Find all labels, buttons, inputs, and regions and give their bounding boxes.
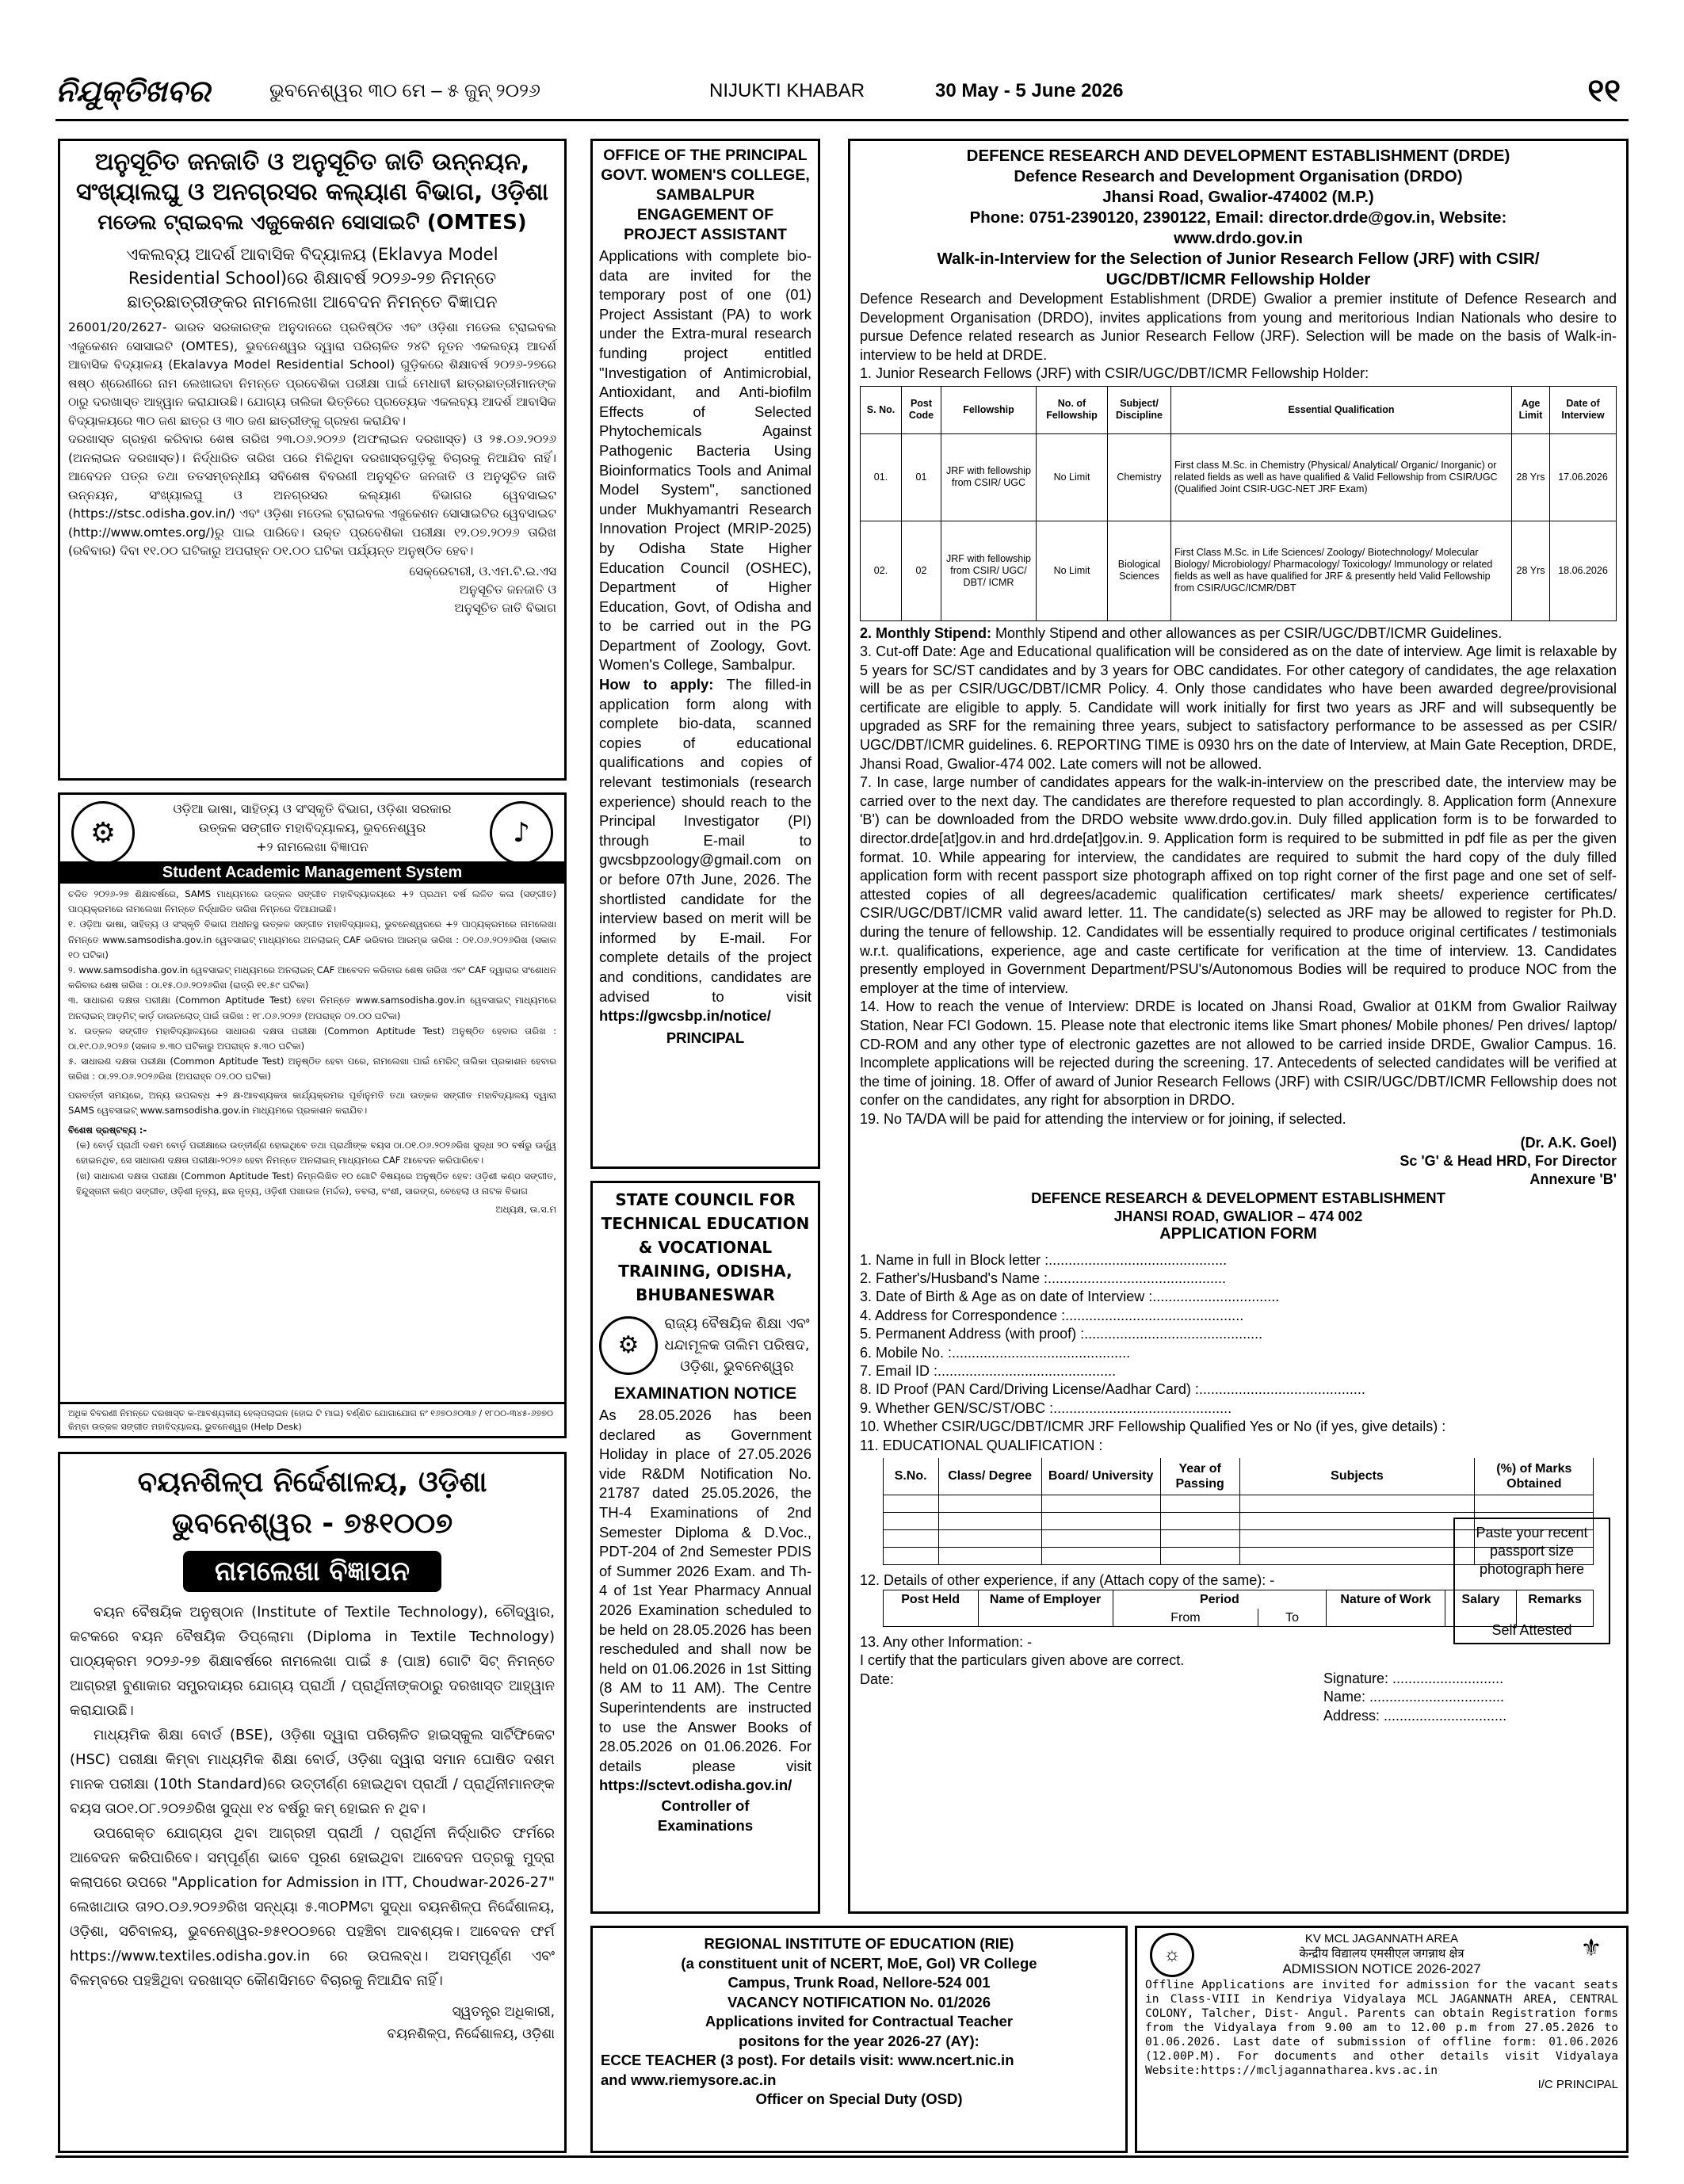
drde-point-1: 1. Junior Research Fellows (JRF) with CSIR/UGC/DBT/ICMR Fellowship Holder: — [860, 365, 1369, 381]
rie-line-7: ECCE TEACHER (3 post). For details visit: www.ncert.nic.in — [601, 2052, 1014, 2068]
drde-terms-d: 19. No TA/DA will be paid for attending the interview or for joining, if selected. — [860, 1110, 1346, 1127]
table-cell: JRF with fellowship from CSIR/ UGC/ DBT/ ICMR — [941, 521, 1037, 620]
table-cell — [1041, 1547, 1160, 1564]
table-cell — [883, 1547, 938, 1564]
form-signature-block — [1323, 1670, 1506, 1725]
textile-sign-2: ବୟନଶିଳ୍ପ, ନିର୍ଦ୍ଦେଶାଳୟ, ଓଡ଼ିଶା — [387, 2026, 555, 2042]
table-cell: 02 — [902, 521, 941, 620]
table-row — [883, 1495, 1594, 1512]
rie-line-2: (a constituent unit of NCERT, MoE, GoI) VR College — [681, 1954, 1037, 1972]
drde-title-1: DEFENCE RESEARCH AND DEVELOPMENT ESTABLISHMENT (DRDE) — [966, 147, 1510, 165]
kv-title-1: KV MCL JAGANNATH AREA — [1304, 1932, 1459, 1945]
drde-table-header-row — [861, 386, 1617, 433]
drde-sign-2: Sc 'G' & Head HRD, For Director — [1400, 1152, 1617, 1169]
exp-th-remarks: Remarks — [1517, 1590, 1594, 1609]
sams-special-2: (ଖ) ସାଧାରଣ ଦକ୍ଷତା ପରୀକ୍ଷା (Common Aptitude Test) ନିମ୍ନଲିଖିତ ୧୦ ଗୋଟି ବିଷୟରେ ଅନୁଷ୍ଠିତ ହେବ: ଓଡ଼ିଶୀ କଣ୍ଠ ସଙ୍ଗୀତ, ହିନ୍ଦୁସ୍ତାନୀ କଣ୍ଠ ସଙ୍ଗୀତ, ଓଡ଼ିଶୀ ନୃତ୍ୟ, ଛଉ ନୃତ୍ୟ, ଓଡ଼ିଶୀ ପଖାଉଜ (ମର୍ଦ୍ଦଳ), ତବଲା, ବଂଶୀ, ସାରଙ୍ଗ, ବେହେଲା ଓ ନାଟକ ବିଭାଗ — [76, 1170, 556, 1197]
textile-banner-wrap — [70, 1551, 555, 1592]
textile-signature — [70, 2001, 555, 2045]
form-line-dob: 3. Date of Birth & Age as on date of Interview :................................ — [860, 1289, 1280, 1305]
table-cell — [1160, 1495, 1239, 1512]
drde-sign-1: (Dr. A.K. Goel) — [1520, 1134, 1617, 1151]
table-cell — [1239, 1495, 1475, 1512]
drde-annexure: Annexure 'B' — [1529, 1170, 1617, 1187]
sams-intro: ଚଳିତ ୨୦୨୬-୨୭ ଶିକ୍ଷାବର୍ଷରେ, SAMS ମାଧ୍ୟମରେ ଉତ୍କଳ ସଙ୍ଗୀତ ମହାବିଦ୍ୟାଳୟରେ +୨ ପ୍ରଥମ ବର୍ଷ ଲଳିତ କଳା (ସଙ୍ଗୀତ) ପାଠ୍ୟକ୍ରମରେ ନାମଲେଖା ନିମନ୍ତେ ନିର୍ଦ୍ଧାରିତ ତାରିଖ ନିମ୍ନରେ ଦିଆଯାଇଛି। — [68, 888, 556, 915]
sams-note: ପରବର୍ତ୍ତୀ ସମୟରେ, ଅନ୍ୟ ଉପଲବ୍ଧ +୨ କ୍ଷ-ଆବଶ୍ୟକତା କାର୍ଯ୍ୟକ୍ରମର ପୂର୍ବାନୁମତି ତଥା ଉତ୍କଳ ସଙ୍ଗୀତ ମହାବିଦ୍ୟାଳୟ ଦ୍ୱାରା SAMS ୱେବସାଇଟ୍ www.samsodisha.gov.in ମାଧ୍ୟମରେ ପ୍ରକାଶନ କରାଯିବ। — [68, 1089, 556, 1116]
textile-title — [70, 1462, 555, 1544]
table-cell — [1239, 1547, 1475, 1564]
form-date: Date: — [860, 1670, 895, 1687]
form-other-info: 13. Any other Information: - — [860, 1633, 1033, 1650]
table-cell: Chemistry — [1108, 433, 1171, 521]
textile-para-2: ମାଧ୍ୟମିକ ଶିକ୍ଷା ବୋର୍ଡ (BSE), ଓଡ଼ିଶା ଦ୍ୱାରା ପରିଚାଳିତ ହାଇସ୍କୁଲ ସାର୍ଟିଫିକେଟ (HSC) ପରୀକ୍ଷା କିମ୍ବା ମାଧ୍ୟମିକ ଶିକ୍ଷା ବୋର୍ଡ, ଓଡ଼ିଶା ଦ୍ୱାରା ସମାନ ଘୋଷିତ ଦଶମ ମାନକ ପରୀକ୍ଷା (10th Standard)ରେ ଉତ୍ତୀର୍ଣ୍ଣ ହୋଇଥିବା ପ୍ରାର୍ଥୀ / ପ୍ରାର୍ଥିନୀମାନଙ୍କ ବୟସ ତା୦୧.୦୮.୨୦୨୬ରିଖ ସୁଦ୍ଧା ୧୪ ବର୍ଷରୁ କମ୍ ହୋଇନ ନ ଥିବ। — [70, 1727, 555, 1817]
table-cell — [883, 1512, 938, 1529]
drde-form-t1: DEFENCE RESEARCH & DEVELOPMENT ESTABLISHMENT — [1031, 1189, 1445, 1206]
masthead-logo: ନିଯୁକ୍ତିଖବର — [55, 75, 211, 109]
sctevt-odia-title: ରାଜ୍ୟ ବୈଷୟିକ ଶିକ୍ଷା ଏବଂ ଧନ୍ଦାମୂଳକ ତାଲିମ ପରିଷଦ, ଓଡ଼ିଶା, ଭୁବନେଶ୍ୱର — [664, 1315, 810, 1375]
omtes-signature — [68, 563, 556, 617]
rie-line-3: Campus, Trunk Road, Nellore-524 001 — [727, 1974, 991, 1991]
drde-signature — [860, 1134, 1617, 1189]
sams-bar: Student Academic Management System — [60, 861, 564, 884]
exp-th-post: Post Held — [883, 1590, 978, 1609]
kv-title-2: केन्द्रीय विद्यालय एमसीएल जगन्नाथ क्षेत्र — [1299, 1947, 1464, 1961]
drde-form-heading — [860, 1189, 1617, 1243]
drde-intro: Defence Research and Development Establishment (DRDE) Gwalior a premier institute of Defence Research and Development Organisation (DRDO), invites applications from young and meritorious Indian Nationals who desire to pursue Defence related research as Junior Research Fellow (JRF). Selection will be made on the basis of Walk-in-interview to be held at DRDE. — [860, 291, 1617, 363]
womens-how-body: The filled-in application form along with complete bio-data, scanned copies of educational qualifications and copies of relevant testimonials (research experience) should reach to the Principal Investigator (PI) through E-mail to gwcsbpzoology@gmail.com on or before 07th June, 2026. The shortlisted candidate for the interview based on merit will be informed by E-mail. For complete details of the project and conditions, candidates are advised to visit — [599, 676, 811, 1005]
omtes-subtitle — [68, 242, 556, 314]
table-cell: 18.06.2026 — [1550, 521, 1617, 620]
header-date-odia: ଭୁବନେଶ୍ୱର ୩୦ ମେ – ୫ ଜୁନ୍ ୨୦୨୬ — [269, 80, 541, 101]
drde-th-count: No. of Fellowship — [1037, 386, 1108, 433]
table-cell: First class M.Sc. in Chemistry (Physical/ Analytical/ Organic/ Inorganic) or related fields as well as have qualified & Valid Fellowship from CSIR/UGC (Qualified Joint CSIR-UGC-NET JRF Exam) — [1171, 433, 1512, 521]
rie-line-8: and www.riemysore.ac.in — [601, 2071, 777, 2088]
table-cell: 17.06.2026 — [1550, 433, 1617, 521]
table-cell: Biological Sciences — [1108, 521, 1171, 620]
edu-th-subjects: Subjects — [1239, 1458, 1475, 1495]
sams-sign: ଅଧ୍ୟକ୍ଷ, ଉ.ସ.ମ — [495, 1204, 556, 1216]
sams-ad — [58, 792, 567, 1438]
table-cell: JRF with fellowship from CSIR/ UGC — [941, 433, 1037, 521]
omtes-title-line3: ମଡେଲ ଟ୍ରାଇବଲ ଏଜୁକେଶନ ସୋସାଇଟି (OMTES) — [97, 211, 527, 235]
table-cell: First Class M.Sc. in Life Sciences/ Zoology/ Biotechnology/ Molecular Biology/ Microbiology/ Pharmacology/ Toxicology/ Immunology or related fields as well as have qualified for JRF & presently held Valid Fellowship from CSIR/UGC/ICMR/DBT — [1171, 521, 1512, 620]
kv-heading — [1145, 1931, 1618, 1976]
kv-ad — [1135, 1926, 1629, 2153]
table-cell: No Limit — [1037, 521, 1108, 620]
omtes-sub-line3: ଛାତ୍ରଛାତ୍ରୀଙ୍କର ନାମଲେଖା ଆବେଦନ ନିମନ୍ତେ ବିଜ୍ଞାପନ — [127, 292, 498, 311]
form-line-permanent-address: 5. Permanent Address (with proof) :............................................. — [860, 1326, 1263, 1342]
edu-th-board: Board/ University — [1041, 1458, 1160, 1495]
rie-ad — [590, 1926, 1128, 2153]
form-line-category: 9. Whether GEN/SC/ST/OBC :............................................. — [860, 1399, 1232, 1416]
drde-th-postcode: Post Code — [902, 386, 941, 433]
drde-title-5: www.drdo.gov.in — [1174, 229, 1303, 247]
table-cell — [883, 1495, 938, 1512]
drde-stipend — [860, 624, 1617, 643]
table-cell — [1475, 1495, 1594, 1512]
drde-form-t2: JHANSI ROAD, GWALIOR – 474 002 — [1113, 1207, 1363, 1224]
drde-ad — [848, 139, 1629, 1914]
drde-terms-a: 3. Cut-off Date: Age and Educational qualification will be considered as on the date of interview. Age limit is relaxable by 5 years for SC/ST candidates and by 3 years for OBC candidates. For other category of candidates, the age relaxation will be as per CSIR/UGC/DBT/ICMR Policy. 4. Only those candidates who have been awarded degree/provisional certificate are eligible to apply. 5. Candidate will work initially for first two years as JRF and will subsequently be upgraded as SRF for the remaining three years, subject to satisfactory performance to be assessed as per CSIR/ UGC/DBT/ICMR guidelines. 6. REPORTING TIME is 0930 hrs on the date of Interview, at Main Gate Reception, DRDE, Jhansi Road, Gwalior-474 002. Late comers will not be allowed. — [860, 643, 1617, 772]
textile-para-1: ବୟନ ବୈଷୟିକ ଅନୁଷ୍ଠାନ (Institute of Textile Technology), ଚୌଦ୍ୱାର, କଟକରେ ବୟନ ବୈଷୟିକ ଡିପ୍ଲୋମା (Diploma in Textile Technology) ପାଠ୍ୟକ୍ରମ ୨୦୨୬-୨୭ ଶିକ୍ଷାବର୍ଷରେ ନାମଲେଖା ପାଇଁ ୫ (ପାଞ୍ଚ) ଗୋଟି ସିଟ୍ ନିମନ୍ତେ ଆଗ୍ରହୀ ବୁଣାକାର ସମ୍ପ୍ରଦାୟର ଯୋଗ୍ୟ ପ୍ରାର୍ଥୀ / ପ୍ରାର୍ଥିନୀଙ୍କଠାରୁ ଦରଖାସ୍ତ ଆହ୍ୱାନ କରାଯାଉଛି। — [70, 1604, 555, 1719]
omtes-title-line2: ସଂଖ୍ୟାଲଘୁ ଓ ଅନଗ୍ରସର କଲ୍ୟାଣ ବିଭାଗ, ଓଡ଼ିଶା — [76, 178, 548, 206]
sctevt-notice-title: EXAMINATION NOTICE — [613, 1384, 797, 1403]
table-cell: 02. — [861, 521, 902, 620]
table-row — [861, 433, 1617, 521]
page-number: ୧୧ — [1587, 74, 1621, 109]
textile-banner: ନାମଲେଖା ବିଜ୍ଞାପନ — [183, 1551, 441, 1592]
sctevt-body — [599, 1406, 811, 1796]
kv-title-3: ADMISSION NOTICE 2026-2027 — [1282, 1961, 1481, 1976]
edu-header-row — [883, 1458, 1594, 1495]
kv-logo-icon: ☼ — [1150, 1933, 1194, 1977]
sctevt-ad — [590, 1181, 820, 1914]
drde-stipend-text: Monthly Stipend and other allowances as per CSIR/UGC/DBT/ICMR Guidelines. — [991, 624, 1503, 641]
sams-notice-title: +୨ ନାମଲେଖା ବିଜ୍ଞାପନ — [256, 839, 368, 854]
table-cell — [1160, 1512, 1239, 1529]
omtes-sub-line1: ଏକଲବ୍ୟ ଆଦର୍ଶ ଆବାସିକ ବିଦ୍ୟାଳୟ (Eklavya Model — [126, 245, 498, 264]
textile-sign-1: ସ୍ୱତନ୍ତ୍ର ଅଧିକାରୀ, — [452, 2004, 555, 2020]
omtes-sign-1: ସେକ୍ରେଟାରୀ, ଓ.ଏମ.ଟି.ଇ.ଏସ — [409, 563, 556, 578]
drde-th-fellowship: Fellowship — [941, 386, 1037, 433]
form-signature-line: Signature: ............................ — [1323, 1670, 1504, 1686]
table-cell: 28 Yrs — [1512, 433, 1550, 521]
sctevt-title: STATE COUNCIL FOR TECHNICAL EDUCATION & VOCATIONAL TRAINING, ODISHA, BHUBANESWAR — [601, 1190, 810, 1304]
sams-item-5: ୫. ସାଧାରଣ ଦକ୍ଷତା ପରୀକ୍ଷା (Common Aptitude Test) ଅନୁଷ୍ଠିତ ହେବା ପରେ, ନାମଲେଖା ପାଇଁ ମେରିଟ୍ ତାଲିକା ପ୍ରକାଶନ ହେବାର ତାରିଖ : ଠା.୨୨.୦୬.୨୦୨୬ରିଖ (ଅପରାହ୍ନ ୦୨.୦୦ ଘଟିକା) — [68, 1056, 556, 1082]
form-address-line: Address: ............................... — [1323, 1707, 1507, 1724]
womens-college-ad — [590, 139, 820, 1169]
sams-helpdesk-text: ଅଧିକ ବିବରଣୀ ନିମନ୍ତେ ଦରଖାସ୍ତ କ-ଆବଶ୍ୟକୀୟ ହେଲ୍ପଲାଇନ (ହୋଇ ଟି ମାଇ) ବର୍ଣ୍ଣିତ ଯୋଗାଯୋଗ ନଂ ୧୬୭୦୬୦୩୬ / ୧୮୦୦-୩୪୫-୬୭୭୦ କିମ୍ବା ଉତ୍କଳ ସଙ୍ଗୀତ ମହାବିଦ୍ୟାଳୟ, ଭୁବନେଶ୍ୱର (Help Desk) — [68, 1408, 553, 1432]
sctevt-heading-row — [599, 1313, 811, 1377]
table-cell — [938, 1495, 1041, 1512]
sctevt-signature — [599, 1796, 811, 1835]
page-header — [55, 75, 1629, 115]
sams-college: ଉତ୍କଳ ସଙ୍ଗୀତ ମହାବିଦ୍ୟାଳୟ, ଭୁବନେଶ୍ୱର — [198, 820, 426, 835]
form-name-line: Name: .................................. — [1323, 1689, 1505, 1705]
sctevt-sign-2: Examinations — [657, 1816, 754, 1834]
table-cell — [1041, 1512, 1160, 1529]
table-row — [861, 521, 1617, 620]
drde-jrf-table — [860, 386, 1617, 621]
edu-th-marks: (%) of Marks Obtained — [1475, 1458, 1594, 1495]
form-certify: I certify that the particulars given above are correct. — [860, 1652, 1185, 1669]
exp-th-employer: Name of Employer — [978, 1590, 1113, 1609]
omtes-sign-3: ଅନୁସୂଚିତ ଜାତି ବିଭାଗ — [454, 600, 556, 615]
sctevt-link[interactable]: https://sctevt.odisha.gov.in/ — [599, 1777, 792, 1794]
drde-th-sno: S. No. — [861, 386, 902, 433]
womens-how-label: How to apply: — [599, 676, 714, 693]
form-line-name: 1. Name in full in Block letter :............................................. — [860, 1251, 1228, 1268]
sams-special-1: (କ) ବୋର୍ଡ଼ ପ୍ରାର୍ଥୀ ଦଶମ ବୋର୍ଡ଼ ପରୀକ୍ଷାରେ ଉତ୍ତୀର୍ଣ୍ଣ ହୋଇଥିବେ ତଥା ପ୍ରାର୍ଥୀଙ୍କ ବୟସ ଠା.୦୧.୦୬.୨୦୨୬ରିଖ ସୁଦ୍ଧା ୨୦ ବର୍ଷରୁ ଊର୍ଦ୍ଧ୍ୱ ହୋଇନଥିବ, ସେ ସାଧାରଣ ଦକ୍ଷତା ପରୀକ୍ଷା-୨୦୨୬ ହେବା ନିମନ୍ତେ ଅନଲାଇନ୍ ମାଧ୍ୟମରେ CAF ଆବେଦନ କରିପାରିବେ। — [76, 1140, 556, 1166]
table-cell — [938, 1529, 1041, 1547]
table-cell: 01 — [902, 433, 941, 521]
table-cell — [1160, 1529, 1239, 1547]
sams-body — [68, 887, 556, 1217]
edu-th-sno: S.No. — [883, 1458, 938, 1495]
drde-title-7: UGC/DBT/ICMR Fellowship Holder — [1105, 270, 1371, 288]
sams-helpdesk — [60, 1402, 564, 1436]
table-cell — [938, 1512, 1041, 1529]
omtes-sign-2: ଅନୁସୂଚିତ ଜନଜାତି ଓ — [459, 582, 556, 597]
kv-emblem-icon: ⚜ — [1580, 1935, 1602, 1961]
table-cell — [1239, 1512, 1475, 1529]
college-emblem-icon: ♪ — [490, 801, 553, 865]
womens-notice-link[interactable]: https://gwcsbp.in/notice/ — [599, 1007, 771, 1025]
drde-title — [860, 146, 1617, 290]
header-rule — [55, 119, 1629, 121]
drde-title-4: Phone: 0751-2390120, 2390122, Email: director.drde@gov.in, Website: — [969, 208, 1507, 227]
table-cell — [1160, 1547, 1239, 1564]
drde-photo-box — [1453, 1518, 1610, 1644]
drde-title-2: Defence Research and Development Organisation (DRDO) — [1014, 167, 1463, 185]
drde-form-fields — [860, 1251, 1617, 1455]
kv-body: Offline Applications are invited for admission for the vacant seats in Class-VIII in Kendriya Vidyalaya MCL JAGANNATH AREA, CENTRAL COLONY, Talcher, Dist- Angul. Parents can obtain Registration forms from the Vidyalaya from 9.00 am to 12.00 p.m from 27.05.2026 to 01.06.2026. Last date of submission of offline form: 01.06.2026 (12.00P.M). For documents and other details visit Vidyalaya Website:https://mcljagannatharea.kvs.ac.in — [1145, 1978, 1618, 2077]
table-cell — [1041, 1495, 1160, 1512]
womens-college-sign: PRINCIPAL — [666, 1029, 745, 1046]
kv-sign: I/C PRINCIPAL — [1537, 2078, 1618, 2091]
header-date-en: 30 May - 5 June 2026 — [935, 80, 1124, 101]
sctevt-emblem-icon: ⚙ — [599, 1316, 658, 1375]
drde-th-subject: Subject/ Discipline — [1108, 386, 1171, 433]
form-line-education: 11. EDUCATIONAL QUALIFICATION : — [860, 1437, 1103, 1453]
edu-th-year: Year of Passing — [1160, 1458, 1239, 1495]
footer-rule — [55, 2155, 1629, 2158]
form-line-address: 4. Address for Correspondence :............................................. — [860, 1307, 1244, 1323]
textile-title-line2: ଭୁବନେଶ୍ୱର - ୭୫୧୦୦୭ — [171, 1507, 453, 1540]
textile-ad — [58, 1452, 567, 2153]
table-cell — [1041, 1529, 1160, 1547]
drde-th-date: Date of Interview — [1550, 386, 1617, 433]
sams-item-3: ୩. ସାଧାରଣ ଦକ୍ଷତା ପରୀକ୍ଷା (Common Aptitude Test) ହେବା ନିମନ୍ତେ www.samsodisha.gov.in ୱେବସାଇଟ୍ ମାଧ୍ୟମରେ ଅନଲାଇନ୍ ଆଡ଼ମିଟ୍ କାର୍ଡ଼ ଡାଉନଲୋଡ୍ ପାଇଁ ତାରିଖ : ୧୮.୦୬.୨୦୨୬ (ଅପରାହ୍ନ ୦୨.୦୦ ଘଟିକା) — [68, 995, 556, 1021]
form-line-father: 2. Father's/Husband's Name :............................................. — [860, 1270, 1227, 1286]
drde-form-t3: APPLICATION FORM — [1159, 1224, 1317, 1243]
drde-th-age: Age Limit — [1512, 386, 1550, 433]
odisha-emblem-icon: ⚙ — [71, 801, 135, 865]
textile-title-line1: ବୟନଶିଳ୍ପ ନିର୍ଦ୍ଦେଶାଳୟ, ଓଡ଼ିଶା — [137, 1466, 487, 1499]
omtes-title-line1: ଅନୁସୂଚିତ ଜନଜାତି ଓ ଅନୁସୂଚିତ ଜାତି ଉନ୍ନୟନ, — [94, 148, 530, 176]
rie-line-1: REGIONAL INSTITUTE OF EDUCATION (RIE) — [704, 1935, 1014, 1952]
omtes-body-2: ଦରଖାସ୍ତ ଗ୍ରହଣ କରିବାର ଶେଷ ତାରିଖ ୨୩.୦୬.୨୦୨୬ (ଅଫଲାଇନ ଦରଖାସ୍ତ) ଓ ୨୫.୦୬.୨୦୨୬ (ଅନଲାଇନ ଦରଖାସ୍ତ)। ନିର୍ଦ୍ଧାରିତ ତାରିଖ ପରେ ମିଳିଥିବା ଦରଖାସ୍ତଗୁଡ଼ିକୁ ବିଚାରକୁ ନିଆଯିବ ନାହିଁ। ଆବେଦନ ପତ୍ର ତଥା ତତସମ୍ବନ୍ଧୀୟ ସବିଶେଷ ବିବରଣୀ ଅନୁସୂଚିତ ଜନଜାତି ଓ ଅନୁସୂଚିତ ଜାତି ଉନ୍ନୟନ, ସଂଖ୍ୟାଲଘୁ ଓ ଅନଗ୍ରସର କଲ୍ୟାଣ ବିଭାଗର ୱେବସାଇଟ (https://stsc.odisha.gov.in/) ଏବଂ ଓଡ଼ିଶା ମଡେଲ ଟ୍ରାଇବଲ ଏଜୁକେଶନ ସୋସାଇଟିର ୱେବସାଇଟ (http://www.omtes.org/)ରୁ ପାଇ ପାରିବେ। ଉକ୍ତ ପ୍ରବେଶିକା ପରୀକ୍ଷା ୧୨.୦୭.୨୦୨୬ ତାରିଖ (ରବିବାର) ଦିବା ୧୧.୦୦ ଘଟିକାରୁ ଅପରାହ୍ନ ୦୧.୦୦ ଘଟିକା ପର୍ଯ୍ୟନ୍ତ ଅନୁଷ୍ଠିତ ହେବ। — [68, 432, 556, 558]
form-line-id-proof: 8. ID Proof (PAN Card/Driving License/Aadhar Card) :.......................................... — [860, 1381, 1365, 1398]
drde-title-3: Jhansi Road, Gwalior-474002 (M.P.) — [1102, 188, 1374, 206]
drde-terms — [860, 624, 1617, 1129]
form-line-fellowship: 10. Whether CSIR/UGC/DBT/ICMR JRF Fellowship Qualified Yes or No (if yes, give details) : — [860, 1418, 1446, 1435]
drde-experience-line: 12. Details of other experience, if any (Attach copy of the same): - — [860, 1571, 1275, 1588]
drde-terms-c: 14. How to reach the venue of Interview: DRDE is located on Jhansi Road, Gwalior at 01KM from Gwalior Railway Station, Near FCI Godown. 15. Please note that electronic items like Smart phones/ Mobile phones/ Pen drives/ laptop/ CD-ROM and any other type of electronic gazettes are not allowed to be carried inside DRDE, Gwalior Campus. 16. Incomplete applications will be rejected during the screening. 17. Antecedents of selected candidates will be verified at the time of joining. 18. Offer of award of Junior Research Fellows (JRF) with CSIR/UGC/DBT/ICMR Fellowship does not confer on the candidates, any right for absorption in DRDO. — [860, 998, 1617, 1109]
drde-terms-b: 7. In case, large number of candidates appears for the walk-in-interview on the prescribed date, the interview may be carried over to the next day. The candidates are therefore requested to plan accordingly. 8. Application form (Annexure 'B') can be downloaded from the DRDO website www.drdo.gov.in. Duly filled application form is to be forwarded to director.drde[at]gov.in and hrd.drde[at]gov.in. 9. Application form is required to be submitted in pdf file as per the given format. 10. While appearing for interview, the candidates are required to submit the hard copy of the duly filled application form with recent passport size photograph affixed on top right corner of the first page and one set of self-attested copies of all degrees/academic qualification certificates/ mark sheets/ experience certificates/ CSIR/UGC/DBT/ICMR valid award letter. 11. The candidate(s) selected as JRF may be allowed to register for Ph.D. during the tenure of fellowship. 12. Candidates will be essentially required to produce original certificates / testimonials w.r.t. qualifications, experience, age and caste certificate for verification at the time of interview. 13. Candidates presently employed in Government Department/PSU's/Autonomous Bodies will be required to produce NOC from the employer at the time of interview. — [860, 774, 1617, 996]
omtes-sub-line2: Residential School)ରେ ଶିକ୍ଷାବର୍ଷ ୨୦୨୬-୨୭ ନିମନ୍ତେ — [128, 269, 497, 288]
header-paper-name: NIJUKTI KHABAR — [709, 80, 865, 101]
table-cell — [883, 1609, 978, 1626]
drde-stipend-label: 2. Monthly Stipend: — [860, 624, 991, 641]
womens-college-title: OFFICE OF THE PRINCIPAL GOVT. WOMEN'S COLLEGE, SAMBALPUR ENGAGEMENT OF PROJECT ASSISTANT — [601, 147, 810, 243]
table-cell — [883, 1529, 938, 1547]
form-line-email: 7. Email ID :............................................. — [860, 1362, 1117, 1379]
drde-form-footer — [860, 1633, 1617, 1724]
drde-photo-attest: Self Attested — [1491, 1622, 1572, 1638]
sams-dept: ଓଡ଼ିଆ ଭାଷା, ସାହିତ୍ୟ ଓ ସଂସ୍କୃତି ବିଭାଗ, ଓଡ଼ିଶା ସରକାର — [173, 801, 452, 816]
form-line-mobile: 6. Mobile No. :............................................. — [860, 1344, 1131, 1361]
rie-line-9: Officer on Special Duty (OSD) — [755, 2090, 963, 2107]
table-cell — [1239, 1529, 1475, 1547]
sams-heading — [68, 800, 556, 857]
textile-para-3: ଉପରୋକ୍ତ ଯୋଗ୍ୟତା ଥିବା ଆଗ୍ରହୀ ପ୍ରାର୍ଥୀ / ପ୍ରାର୍ଥିନୀ ନିର୍ଦ୍ଧାରିତ ଫର୍ମରେ ଆବେଦନ କରିପାରିବେ। ସମ୍ପୂର୍ଣ୍ଣ ଭାବେ ପୂରଣ ହୋଇଥିବା ଆବେଦନ ପତ୍ରକୁ ମୁଦ୍ରା କଲାପରେ ଉପରେ "Application for Admission in ITT, Choudwar-2026-27" ଲେଖାଥାଉ ତା୨୦.୦୬.୨୦୨୬ରିଖ ସନ୍ଧ୍ୟା ୫.୩୦PMଟା ସୁଦ୍ଧା ବୟନଶିଳ୍ପ ନିର୍ଦ୍ଦେଶାଳୟ, ଓଡ଼ିଶା, ସଚିବାଳୟ, ଭୁବନେଶ୍ୱର-୭୫୧୦୦୭ରେ ପହଞ୍ଚିବା ଆବଶ୍ୟକ। ଆବେଦନ ଫର୍ମ https://www.textiles.odisha.gov.in ରେ ଉପଲବ୍ଧ। ଅସମ୍ପୂର୍ଣ୍ଣ ଏବଂ ବିଳମ୍ବରେ ପହଞ୍ଚିଥିବା ଦରଖାସ୍ତ କୌଣସିମତେ ବିଚାରକୁ ନିଆଯିବ ନାହିଁ। — [70, 1825, 555, 1989]
rie-line-5: Applications invited for Contractual Teacher — [705, 2013, 1014, 2029]
table-cell: No Limit — [1037, 433, 1108, 521]
omtes-title — [68, 147, 556, 238]
drde-photo-text: Paste your recent passport size photograph here — [1476, 1525, 1588, 1577]
table-cell: 01. — [861, 433, 902, 521]
exp-th-salary: Salary — [1445, 1590, 1517, 1609]
sams-item-2: ୨. www.samsodisha.gov.in ୱେବସାଇଟ୍ ମାଧ୍ୟମରେ ଅନଲାଇନ୍ CAF ଆବେଦନ କରିବାର ଶେଷ ତାରିଖ ଏବଂ CAF ଦ୍ୱାରାର ସଂଶୋଧନ କରିବାର ଶେଷ ତାରିଖ : ଠା.୧୫.୦୬.୨୦୨୬ରିଖ (ରାତ୍ରି ୧୧.୫୯ ଘଟିକା) — [68, 964, 556, 991]
sctevt-sign-1: Controller of — [661, 1796, 750, 1814]
edu-th-class: Class/ Degree — [938, 1458, 1041, 1495]
womens-college-body: Applications with complete bio-data are invited for the temporary post of one (01) Project Assistant (PA) to work under the Extra-mural research funding project entitled "Investigation of Antimicrobial, Antioxidant, and Anti-biofilm Effects of Selected Phytochemicals Against Pathogenic Bacteria Using Bioinformatics Tools and Animal Model System", sanctioned under Mukhyamantri Research Innovation Project (MRIP-2025) by Odisha State Higher Education Council (OSHEC), Department of Higher Education, Govt, of Odisha and to be carried out in the PG Department of Zoology, Govt. Women's College, Sambalpur. — [599, 247, 811, 674]
rie-line-4: VACANCY NOTIFICATION No. 01/2026 — [727, 1993, 991, 2010]
sams-special-title: ବିଶେଷ ଦ୍ରଷ୍ଟବ୍ୟ :- — [68, 1124, 147, 1136]
exp-th-period: Period — [1113, 1590, 1326, 1609]
sams-item-4: ୪. ଉତ୍କଳ ସଙ୍ଗୀତ ମହାବିଦ୍ୟାଳୟରେ ସାଧାରଣ ଦକ୍ଷତା ପରୀକ୍ଷା (Common Aptitude Test) ଅନୁଷ୍ଠିତ ହେବାର ତାରିଖ : ଠା.୧୯.୦୬.୨୦୨୬ (ସକାଳ ୭.୩୦ ଘଟିକାରୁ ଅପରାହ୍ନ ୫.୩୦ ଘଟିକା) — [68, 1025, 556, 1052]
womens-college-how — [599, 675, 811, 1026]
drde-th-qualification: Essential Qualification — [1171, 386, 1512, 433]
table-cell — [938, 1547, 1041, 1564]
table-cell: 28 Yrs — [1512, 521, 1550, 620]
rie-line-6: positons for the year 2026-27 (AY): — [739, 2032, 979, 2049]
omtes-body-1: 26001/20/2627- ଭାରତ ସରକାରଙ୍କ ଅନୁଦାନରେ ପ୍ରତିଷ୍ଠିତ ଏବଂ ଓଡ଼ିଶା ମଡେଲ ଟ୍ରାଇବଲ ଏଜୁକେଶନ ସୋସାଇଟି (OMTES), ଭୁବନେଶ୍ୱର ଦ୍ୱାରା ପରିଚାଳିତ ୨୪ଟି ନୂତନ ଏକଲବ୍ୟ ଆଦର୍ଶ ଆବାସିକ ବିଦ୍ୟାଳୟ (Ekalavya Model Residential School) ଗୁଡ଼ିକରେ ଶିକ୍ଷାବର୍ଷ ୨୦୨୬-୨୭ରେ ଷଷ୍ଠ ଶ୍ରେଣୀରେ ନାମ ଲେଖାଇବା ନିମନ୍ତେ ପ୍ରବେଶିକା ପରୀକ୍ଷା ପାଇଁ ମେଧାବୀ ଛାତ୍ରଛାତ୍ରୀମାନଙ୍କ ଠାରୁ ଦରଖାସ୍ତ ଆହ୍ୱାନ କରାଯାଉଛି। ଯୋଗ୍ୟ ତାଲିକା ଭିତ୍ତିରେ ପ୍ରତ୍ୟେକ ଏକଲବ୍ୟ ଆଦର୍ଶ ଆବାସିକ ବିଦ୍ୟାଳୟରେ ୩୦ ଜଣ ଛାତ୍ର ଓ ୩୦ ଜଣ ଛାତ୍ରୀଙ୍କୁ ଗ୍ରହଣ କରାଯିବ। — [68, 320, 556, 428]
table-cell — [1327, 1609, 1445, 1626]
exp-th-from: From — [1113, 1609, 1258, 1626]
drde-title-6: Walk-in-Interview for the Selection of Junior Research Fellow (JRF) with CSIR/ — [937, 250, 1540, 268]
exp-th-to: To — [1258, 1609, 1327, 1626]
textile-body — [70, 1600, 555, 1993]
table-cell — [978, 1609, 1113, 1626]
omtes-ad — [58, 139, 567, 781]
sams-item-1: ୧. ଓଡ଼ିଆ ଭାଷା, ସାହିତ୍ୟ ଓ ସଂସ୍କୃତି ବିଭାଗ ଅଧୀନସ୍ଥ ଉତ୍କଳ ସଙ୍ଗୀତ ମହାବିଦ୍ୟାଳୟ, ଭୁବନେଶ୍ୱରରେ +୨ ପାଠ୍ୟକ୍ରମରେ ନାମଲେଖା ନିମନ୍ତେ www.samsodisha.gov.in ୱେବସାଇଟ୍ ମାଧ୍ୟମରେ ଅନଲାଇନ୍ CAF ଭରିବାର ଆରମ୍ଭ ତାରିଖ : ୦୧.୦୬.୨୦୨୬ରିଖ (ସକାଳ ୧୦ ଘଟିକା) — [68, 918, 556, 960]
exp-th-nature: Nature of Work — [1327, 1590, 1445, 1609]
sctevt-body-text: As 28.05.2026 has been declared as Government Holiday in place of 27.05.2026 vide R&DM Notification No. 21787 dated 25.05.2026, the TH-4 Examinations of 2nd Semester Diploma & D.Voc., PDT-204 of 2nd Semester PDIS of Summer 2026 Exam. and Th-4 of 1st Year Pharmacy Annual 2026 Examination scheduled to be held on 28.05.2026 has been rescheduled and shall now be held on 01.06.2026 in 1st Sitting (8 AM to 11 AM). The Centre Superintendents are instructed to use the Answer Books of 28.05.2026 on 01.06.2026. For details please visit — [599, 1407, 811, 1774]
